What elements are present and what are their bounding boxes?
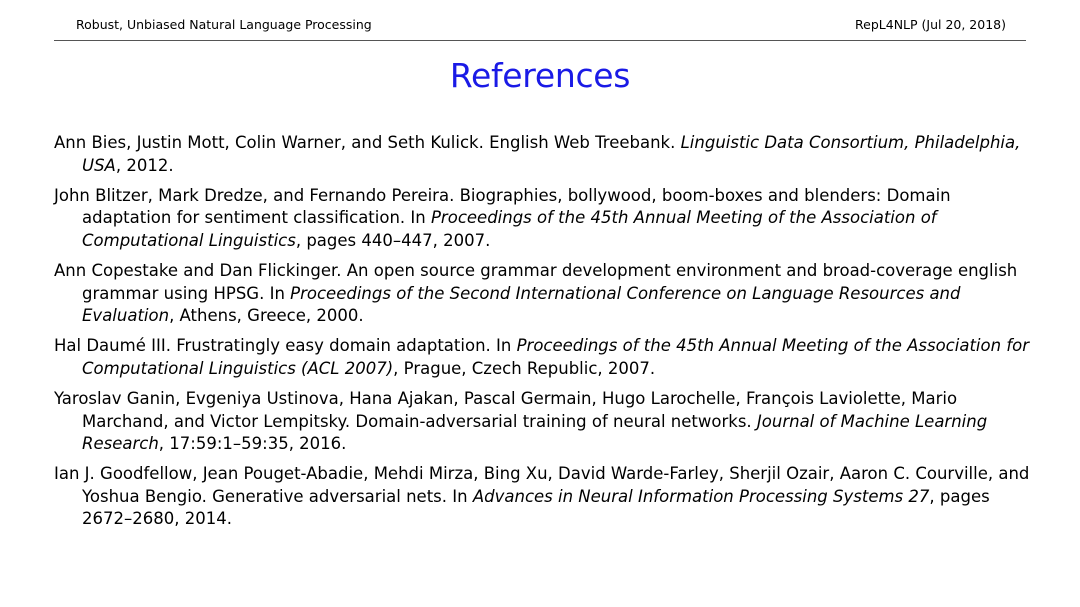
reference-title: An open source grammar development environment and broad-coverage english grammar using HPSG. In: [82, 260, 1018, 303]
reference-authors: Ian J. Goodfellow, Jean Pouget-Abadie, Mehdi Mirza, Bing Xu, David Warde-Farley, Sherjil Ozair, Aaron C. Courville, and Yoshua Bengio.: [54, 464, 1030, 506]
reference-details: , pages 2672–2680, 2014.: [82, 486, 990, 529]
reference-details: , pages 440–447, 2007.: [295, 230, 491, 250]
reference-authors: Yaroslav Ganin, Evgeniya Ustinova, Hana Ajakan, Pascal Germain, Hugo Larochelle, François Laviolette, Mario Marchand, and Victor Lempitsky.: [54, 388, 958, 431]
reference-item: [54, 132, 1030, 177]
reference-authors: Hal Daumé III.: [54, 336, 171, 356]
reference-venue: Proceedings of the Second International Conference on Language Resources and Evaluation: [82, 283, 961, 326]
reference-title: Generative adversarial nets. In: [212, 486, 468, 506]
reference-item: [54, 388, 1030, 456]
reference-details: , Athens, Greece, 2000.: [169, 306, 364, 326]
reference-title: Biographies, bollywood, boom-boxes and blenders: Domain adaptation for sentiment classification. In: [82, 185, 951, 228]
slide-title: References: [449, 56, 631, 95]
reference-list: [54, 132, 1030, 539]
reference-authors: Ann Bies, Justin Mott, Colin Warner, and Seth Kulick.: [54, 133, 484, 152]
event-date: RepL4NLP (Jul 20, 2018): [855, 17, 1006, 32]
reference-item: [54, 335, 1030, 380]
reference-title: Frustratingly easy domain adaptation. In: [176, 336, 512, 356]
reference-title: Domain-adversarial training of neural networks.: [355, 411, 752, 431]
reference-venue: Advances in Neural Information Processing Systems 27: [472, 486, 930, 506]
reference-authors: Ann Copestake and Dan Flickinger.: [54, 260, 342, 280]
reference-item: [54, 463, 1030, 531]
reference-item: [54, 185, 1030, 253]
reference-item: [54, 260, 1030, 328]
reference-details: , 2012.: [115, 155, 174, 175]
reference-venue: Proceedings of the 45th Annual Meeting of the Association for Computational Linguistics (ACL 2007): [82, 336, 1029, 378]
reference-venue: Linguistic Data Consortium, Philadelphia, USA: [82, 133, 1021, 175]
presentation-title: Robust, Unbiased Natural Language Processing: [76, 17, 372, 32]
slide-header: [54, 0, 1026, 41]
reference-title: English Web Treebank.: [489, 133, 676, 152]
reference-authors: John Blitzer, Mark Dredze, and Fernando Pereira.: [54, 185, 455, 205]
reference-details: , Prague, Czech Republic, 2007.: [393, 358, 656, 378]
reference-details: , 17:59:1–59:35, 2016.: [158, 434, 347, 454]
reference-venue: Proceedings of the 45th Annual Meeting of the Association of Computational Linguistics: [82, 208, 937, 250]
reference-venue: Journal of Machine Learning Research: [82, 411, 988, 454]
